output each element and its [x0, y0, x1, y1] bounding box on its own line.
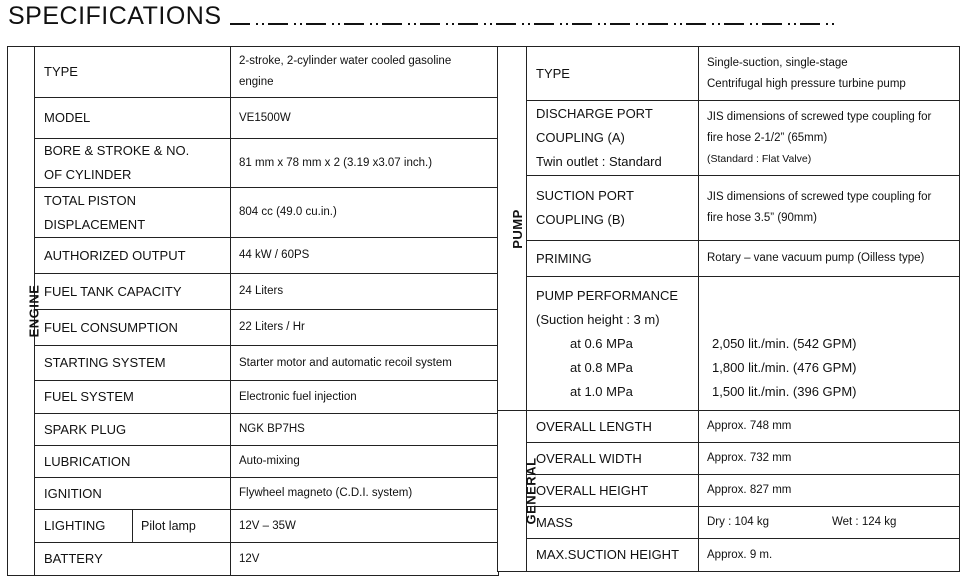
model-label: MODEL — [35, 98, 231, 139]
lubrication-label: LUBRICATION — [35, 446, 231, 478]
output-value: 44 kW / 60PS — [231, 238, 499, 274]
priming-label: PRIMING — [527, 241, 699, 277]
displacement-label: TOTAL PISTON DISPLACEMENT — [35, 188, 231, 238]
output-label: AUTHORIZED OUTPUT — [35, 238, 231, 274]
overall-height-value: Approx. 827 mm — [699, 475, 960, 507]
suction-port-label: SUCTION PORT COUPLING (B) — [527, 176, 699, 241]
spec-row-engine-type — [8, 47, 499, 98]
spec-row-bore-stroke — [8, 139, 499, 188]
spec-row-starting-system — [8, 346, 499, 381]
starting-system-value: Starter motor and automatic recoil system — [231, 346, 499, 381]
overall-length-value: Approx. 748 mm — [699, 411, 960, 443]
performance-flow: 1,500 lit./min. (396 GPM) — [712, 383, 857, 399]
spec-row-pump-performance — [498, 277, 960, 411]
engine-type-value: 2-stroke, 2-cylinder water cooled gasoline engine — [231, 47, 499, 98]
spec-row-fuel-tank — [8, 274, 499, 310]
spec-row-spark-plug — [8, 414, 499, 446]
spec-row-fuel-consumption — [8, 310, 499, 346]
performance-flow: 2,050 lit./min. (542 GPM) — [712, 335, 857, 351]
spec-row-model — [8, 98, 499, 139]
overall-width-value: Approx. 732 mm — [699, 443, 960, 475]
overall-height-label: OVERALL HEIGHT — [527, 475, 699, 507]
max-suction-height-value: Approx. 9 m. — [699, 539, 960, 572]
spec-row-lubrication — [8, 446, 499, 478]
spec-row-battery — [8, 543, 499, 576]
spec-row-max-suction-height — [498, 539, 960, 572]
spec-row-suction-port — [498, 176, 960, 241]
title-dashed-rule — [230, 23, 834, 25]
model-value: VE1500W — [231, 98, 499, 139]
mass-dry: Dry : 104 kg — [707, 516, 769, 528]
spec-row-ignition — [8, 478, 499, 510]
spec-row-overall-width — [498, 443, 960, 475]
spec-row-overall-length — [498, 411, 960, 443]
lighting-sub-label: Pilot lamp — [133, 510, 231, 543]
pump-general-spec-table — [497, 46, 960, 572]
fuel-consumption-value: 22 Liters / Hr — [231, 310, 499, 346]
performance-flow: 1,800 lit./min. (476 GPM) — [712, 359, 857, 375]
pump-section-label: PUMP — [498, 47, 527, 411]
lighting-value: 12V – 35W — [231, 510, 499, 543]
spec-row-discharge-port — [498, 101, 960, 176]
lighting-label: LIGHTING — [35, 510, 133, 543]
spec-row-displacement — [8, 188, 499, 238]
pump-performance-value — [699, 277, 960, 411]
spec-row-fuel-system — [8, 381, 499, 414]
spec-row-pump-type — [498, 47, 960, 101]
mass-value — [699, 507, 960, 539]
spec-row-overall-height — [498, 475, 960, 507]
lubrication-value: Auto-mixing — [231, 446, 499, 478]
discharge-port-label: DISCHARGE PORT COUPLING (A) Twin outlet : Standard — [527, 101, 699, 176]
starting-system-label: STARTING SYSTEM — [35, 346, 231, 381]
overall-width-label: OVERALL WIDTH — [527, 443, 699, 475]
fuel-consumption-label: FUEL CONSUMPTION — [35, 310, 231, 346]
fuel-system-value: Electronic fuel injection — [231, 381, 499, 414]
page-title: SPECIFICATIONS — [8, 2, 222, 30]
overall-length-label: OVERALL LENGTH — [527, 411, 699, 443]
fuel-tank-label: FUEL TANK CAPACITY — [35, 274, 231, 310]
performance-pressure: at 1.0 MPa — [570, 383, 633, 399]
spec-row-priming — [498, 241, 960, 277]
spark-plug-value: NGK BP7HS — [231, 414, 499, 446]
general-section-label: GENERAL — [498, 411, 527, 572]
engine-section-label: ENGINE — [8, 47, 35, 576]
spec-row-output — [8, 238, 499, 274]
performance-pressure: at 0.6 MPa — [570, 335, 633, 351]
discharge-port-value: JIS dimensions of screwed type coupling for fire hose 2-1/2” (65mm) (Standard : Flat Valve) — [699, 101, 960, 176]
pump-performance-label: PUMP PERFORMANCE (Suction height : 3 m) at 0.6 MPa at 0.8 MPa at 1.0 MPa — [527, 277, 699, 411]
spec-row-mass — [498, 507, 960, 539]
battery-value: 12V — [231, 543, 499, 576]
fuel-system-label: FUEL SYSTEM — [35, 381, 231, 414]
priming-value: Rotary – vane vacuum pump (Oilless type) — [699, 241, 960, 277]
ignition-value: Flywheel magneto (C.D.I. system) — [231, 478, 499, 510]
fuel-tank-value: 24 Liters — [231, 274, 499, 310]
suction-port-value: JIS dimensions of screwed type coupling for fire hose 3.5” (90mm) — [699, 176, 960, 241]
ignition-label: IGNITION — [35, 478, 231, 510]
spark-plug-label: SPARK PLUG — [35, 414, 231, 446]
mass-label: MASS — [527, 507, 699, 539]
spec-row-lighting — [8, 510, 499, 543]
pump-type-value: Single-suction, single-stage Centrifugal high pressure turbine pump — [699, 47, 960, 101]
bore-stroke-value: 81 mm x 78 mm x 2 (3.19 x3.07 inch.) — [231, 139, 499, 188]
engine-spec-table — [7, 46, 499, 576]
displacement-value: 804 cc (49.0 cu.in.) — [231, 188, 499, 238]
mass-wet: Wet : 124 kg — [832, 516, 897, 528]
battery-label: BATTERY — [35, 543, 231, 576]
bore-stroke-label: BORE & STROKE & NO. OF CYLINDER — [35, 139, 231, 188]
engine-type-label: TYPE — [35, 47, 231, 98]
pump-type-label: TYPE — [527, 47, 699, 101]
max-suction-height-label: MAX.SUCTION HEIGHT — [527, 539, 699, 572]
performance-pressure: at 0.8 MPa — [570, 359, 633, 375]
